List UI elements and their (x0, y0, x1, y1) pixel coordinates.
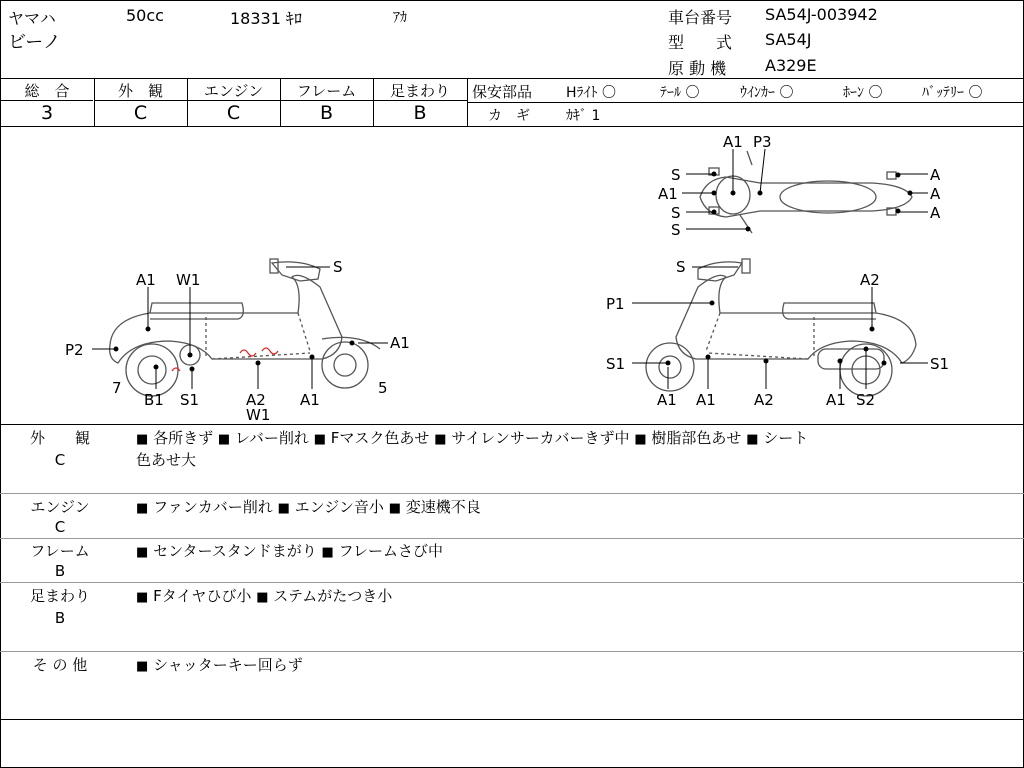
note-item: Fタイヤひび小 (153, 587, 252, 605)
note-item: センタースタンドまがり (153, 542, 317, 560)
safety-item-mark: 〇 (685, 85, 700, 101)
safety-item-mark: 〇 (601, 85, 616, 101)
section-rule (0, 719, 1024, 720)
note-item: サイレンサーカバーきず中 (451, 429, 630, 447)
engine-grade: C (226, 102, 241, 124)
details-top-rule (0, 424, 1024, 425)
total-label: 総 合 (24, 82, 70, 100)
bullet: ■ (136, 432, 149, 447)
bullet: ■ (313, 432, 326, 447)
bullet: ■ (634, 432, 647, 447)
leader-lines (92, 149, 928, 389)
bullet: ■ (256, 590, 269, 605)
label-w1: W1 (246, 406, 271, 424)
bullet: ■ (746, 432, 759, 447)
safety-item-mark: 〇 (968, 85, 983, 101)
label-s1: S1 (930, 355, 950, 373)
safety-item-mark: 〇 (868, 85, 883, 101)
note-item: レバー削れ (234, 429, 309, 447)
note-item: ステムがたつき小 (273, 587, 393, 605)
label-a1: A1 (657, 391, 677, 409)
frame-grade: B (319, 102, 334, 124)
safety-item-name: ｳｲﾝｶｰ (740, 85, 775, 101)
color: ｱｶ (393, 10, 407, 26)
section-rule (0, 493, 1024, 494)
exterior-grade: C (133, 102, 148, 124)
label-s: S (333, 258, 343, 276)
mileage: 18331 ｷﾛ (230, 9, 302, 28)
maker: ヤマハ (8, 9, 56, 28)
safety-headlight (566, 82, 616, 102)
suspension-section-label: 足まわり (29, 587, 90, 605)
note-item: フレームさび中 (338, 542, 443, 560)
label-5: 5 (378, 379, 388, 397)
displacement: 50cc (126, 6, 164, 25)
label-a: A (930, 185, 941, 203)
other-notes (136, 654, 303, 678)
safety-item-mark: 〇 (779, 85, 794, 101)
label-a1: A1 (723, 133, 743, 151)
bullet: ■ (136, 590, 149, 605)
frame-section-grade: B (54, 562, 66, 580)
label-s1: S1 (606, 355, 626, 373)
label-b1: B1 (144, 391, 164, 409)
bullet: ■ (434, 432, 447, 447)
damage-diagram (0, 127, 1022, 424)
exterior-section-grade: C (54, 451, 66, 469)
label-a1: A1 (696, 391, 716, 409)
key-value: ｶｷﾞ 1 (566, 108, 601, 124)
label-a1: A1 (136, 271, 156, 289)
label-s2: S2 (856, 391, 876, 409)
safety-mid-rule (467, 102, 1024, 103)
engine-value: A329E (765, 56, 817, 75)
label-s: S (671, 166, 681, 184)
safety-horn (843, 82, 882, 102)
suspension-section-grade: B (54, 609, 66, 627)
safety-battery (922, 82, 982, 102)
suspension-grade: B (413, 102, 427, 124)
label-a1: A1 (390, 334, 410, 352)
section-rule (0, 538, 1024, 539)
engine-grade-label: エンジン (203, 82, 264, 100)
engine-section-grade: C (54, 518, 66, 536)
label-a2: A2 (754, 391, 774, 409)
frame-section-label: フレーム (30, 542, 90, 560)
engine-section-label: エンジン (30, 498, 90, 516)
bullet: ■ (321, 545, 334, 560)
bullet: ■ (136, 659, 149, 674)
safety-label: 保安部品 (472, 83, 533, 101)
label-s: S (676, 258, 686, 276)
key-label: カ ギ (488, 108, 530, 124)
engine-notes (136, 496, 481, 520)
label-a1: A1 (826, 391, 846, 409)
exterior-label: 外 観 (117, 82, 163, 100)
label-a2: A2 (860, 271, 880, 289)
note-item: エンジン音小 (294, 498, 384, 516)
bullet: ■ (136, 545, 149, 560)
label-a: A (930, 204, 941, 222)
bullet: ■ (388, 501, 401, 516)
note-item: シャッターキー回らず (153, 656, 303, 674)
suspension-grade-label: 足まわり (389, 82, 450, 100)
safety-tail (660, 82, 699, 102)
note-item: シート (763, 429, 809, 447)
label-s: S (671, 204, 681, 222)
section-rule (0, 651, 1024, 652)
safety-item-name: ﾊﾞｯﾃﾘｰ (922, 85, 964, 101)
label-p2: P2 (65, 341, 84, 359)
note-item: Fマスク色あせ (330, 429, 430, 447)
label-w1: W1 (176, 271, 201, 289)
note-item: 変速機不良 (405, 498, 481, 516)
model-name: ビーノ (8, 32, 61, 53)
safety-item-name: ﾃｰﾙ (660, 85, 681, 101)
bullet: ■ (217, 432, 231, 447)
section-rule (0, 582, 1024, 583)
note-item: 各所きず (153, 429, 214, 447)
exterior-notes (136, 427, 808, 451)
grade-divider (467, 78, 468, 126)
total-grade: 3 (40, 102, 54, 124)
grade-top-rule (0, 78, 1024, 79)
type-value: SA54J (765, 30, 812, 49)
frame-no: SA54J-003942 (765, 5, 878, 24)
safety-item-name: Hﾗｲﾄ (566, 85, 598, 101)
engine-label: 原 動 機 (668, 59, 727, 78)
note-item: ファンカバー削れ (153, 498, 273, 516)
label-a: A (930, 166, 941, 184)
other-section-label: そ の 他 (32, 656, 88, 674)
safety-item-name: ﾎｰﾝ (843, 85, 864, 101)
frame-notes (136, 540, 443, 564)
label-s1: S1 (180, 391, 200, 409)
safety-winker (740, 82, 793, 102)
frame-no-label: 車台番号 (668, 8, 733, 27)
label-a1: A1 (658, 185, 678, 203)
label-a1: A1 (300, 391, 320, 409)
note-item: 樹脂部色あせ (651, 429, 742, 447)
exterior-section-label: 外 観 (29, 429, 90, 447)
frame-grade-label: フレーム (296, 82, 357, 100)
type-label: 型 式 (668, 33, 733, 52)
suspension-notes (136, 585, 392, 609)
label-p1: P1 (606, 295, 625, 313)
bullet: ■ (136, 501, 149, 516)
exterior-notes-continued: 色あせ大 (136, 451, 197, 469)
label-a2: A2 (246, 391, 266, 409)
label-7: 7 (112, 379, 122, 397)
label-p3: P3 (753, 133, 772, 151)
label-s: S (671, 221, 681, 239)
bullet: ■ (277, 501, 290, 516)
